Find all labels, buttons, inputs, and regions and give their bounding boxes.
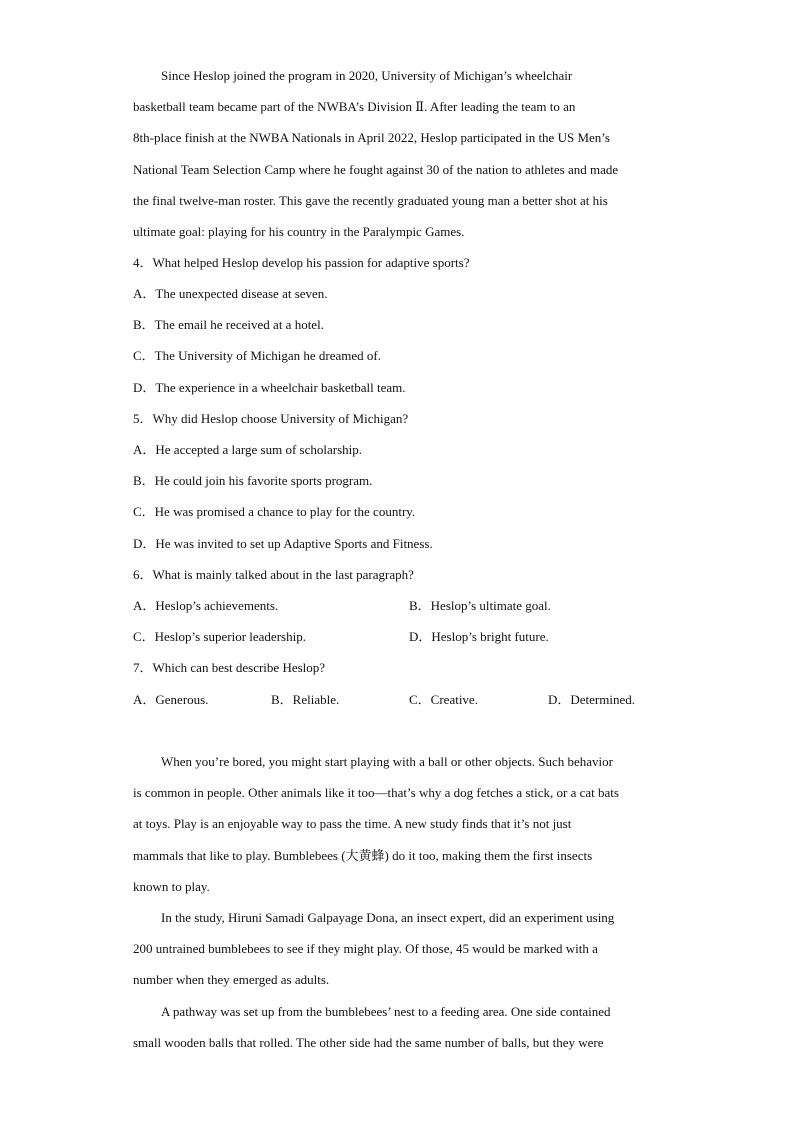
option-5a: A．He accepted a large sum of scholarship.: [133, 442, 362, 457]
option-4b: B．The email he received at a hotel.: [133, 317, 324, 332]
option-5d: D．He was invited to set up Adaptive Sports and Fitness.: [133, 536, 433, 551]
paragraph-line: ultimate goal: playing for his country in the Paralympic Games.: [133, 224, 465, 239]
paragraph-line: A pathway was set up from the bumblebees’ nest to a feeding area. One side contained: [161, 1004, 611, 1019]
paragraph-line: the final twelve-man roster. This gave the recently graduated young man a better shot at his: [133, 193, 608, 208]
option-6d: D．Heslop’s bright future.: [409, 629, 549, 644]
option-6b: B．Heslop’s ultimate goal.: [409, 598, 551, 613]
paragraph-line: mammals that like to play. Bumblebees (大黄蜂) do it too, making them the first insects: [133, 848, 593, 863]
paragraph-line: number when they emerged as adults.: [133, 972, 330, 987]
paragraph-line: In the study, Hiruni Samadi Galpayage Dona, an insect expert, did an experiment using: [161, 910, 615, 925]
option-6c: C．Heslop’s superior leadership.: [133, 629, 306, 644]
option-5c: C．He was promised a chance to play for the country.: [133, 504, 416, 519]
paragraph-line: National Team Selection Camp where he fought against 30 of the nation to athletes and made: [133, 162, 619, 177]
option-4c: C．The University of Michigan he dreamed of.: [133, 348, 382, 363]
paragraph-line: small wooden balls that rolled. The other side had the same number of balls, but they were: [133, 1035, 604, 1050]
option-4a: A．The unexpected disease at seven.: [133, 286, 328, 301]
question-stem-4: 4．What helped Heslop develop his passion for adaptive sports?: [133, 255, 470, 270]
option-7d: D．Determined.: [548, 692, 636, 707]
option-5b: B．He could join his favorite sports program.: [133, 473, 373, 488]
paragraph-line: known to play.: [133, 879, 210, 894]
paragraph-line: When you’re bored, you might start playing with a ball or other objects. Such behavior: [161, 754, 613, 769]
option-6a: A．Heslop’s achievements.: [133, 598, 279, 613]
paragraph-line: basketball team became part of the NWBA’s Division Ⅱ. After leading the team to an: [133, 99, 576, 114]
paragraph-line: Since Heslop joined the program in 2020, University of Michigan’s wheelchair: [161, 68, 573, 83]
option-7c: C．Creative.: [409, 692, 478, 707]
option-7a: A．Generous.: [133, 692, 209, 707]
paragraph-line: at toys. Play is an enjoyable way to pass the time. A new study finds that it’s not just: [133, 816, 572, 831]
paragraph-line: 200 untrained bumblebees to see if they might play. Of those, 45 would be marked with a: [133, 941, 598, 956]
option-7b: B．Reliable.: [271, 692, 340, 707]
paragraph-line: is common in people. Other animals like it too—that’s why a dog fetches a stick, or a cat bats: [133, 785, 619, 800]
question-stem-7: 7．Which can best describe Heslop?: [133, 660, 326, 675]
paragraph-line: 8th-place finish at the NWBA Nationals in April 2022, Heslop participated in the US Men’s: [133, 130, 610, 145]
question-stem-5: 5．Why did Heslop choose University of Michigan?: [133, 411, 409, 426]
option-4d: D．The experience in a wheelchair basketball team.: [133, 380, 406, 395]
question-stem-6: 6．What is mainly talked about in the last paragraph?: [133, 567, 414, 582]
